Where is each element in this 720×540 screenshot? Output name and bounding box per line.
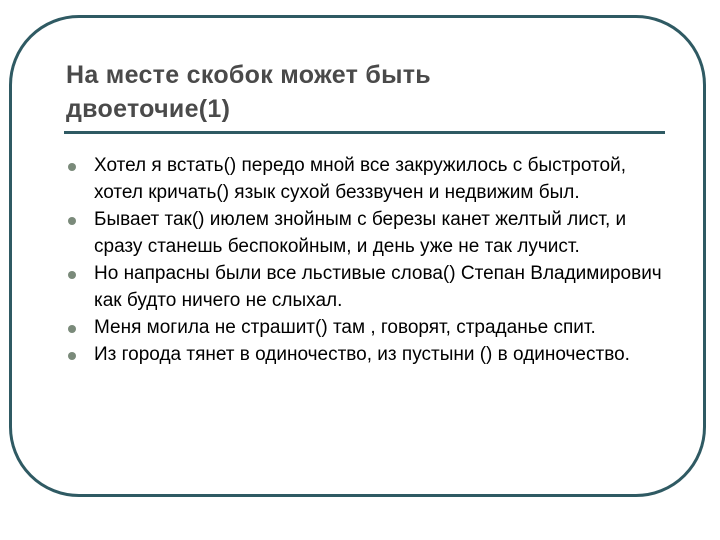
- bullet-text: Меня могила не страшит() там , говорят, страданье спит.: [94, 317, 596, 338]
- list-item: [66, 341, 666, 368]
- list-item: [66, 152, 666, 206]
- title-line-2: двоеточие(1): [66, 95, 231, 123]
- slide-title: [66, 58, 666, 126]
- bullet-text: Из города тянет в одиночество, из пустыни () в одиночество.: [94, 344, 630, 365]
- bullet-text: Бывает так() июлем знойным с березы канет желтый лист, и сразу станешь беспокойным, и день уже не так лучист.: [94, 209, 627, 257]
- bullet-icon: [68, 271, 76, 279]
- bullet-icon: [68, 325, 76, 333]
- list-item: [66, 260, 666, 314]
- list-item: [66, 206, 666, 260]
- bullet-list: [66, 152, 666, 368]
- bullet-icon: [68, 352, 76, 360]
- bullet-icon: [68, 217, 76, 225]
- bullet-icon: [68, 163, 76, 171]
- bullet-text: Хотел я встать() передо мной все закружилось с быстротой, хотел кричать() язык сухой беззвучен и недвижим был.: [94, 155, 626, 203]
- title-line-1: На месте скобок может быть: [66, 61, 431, 89]
- list-item: [66, 314, 666, 341]
- bullet-text: Но напрасны были все льстивые слова() Степан Владимирович как будто ничего не слыхал.: [94, 263, 662, 311]
- title-divider: [64, 131, 665, 134]
